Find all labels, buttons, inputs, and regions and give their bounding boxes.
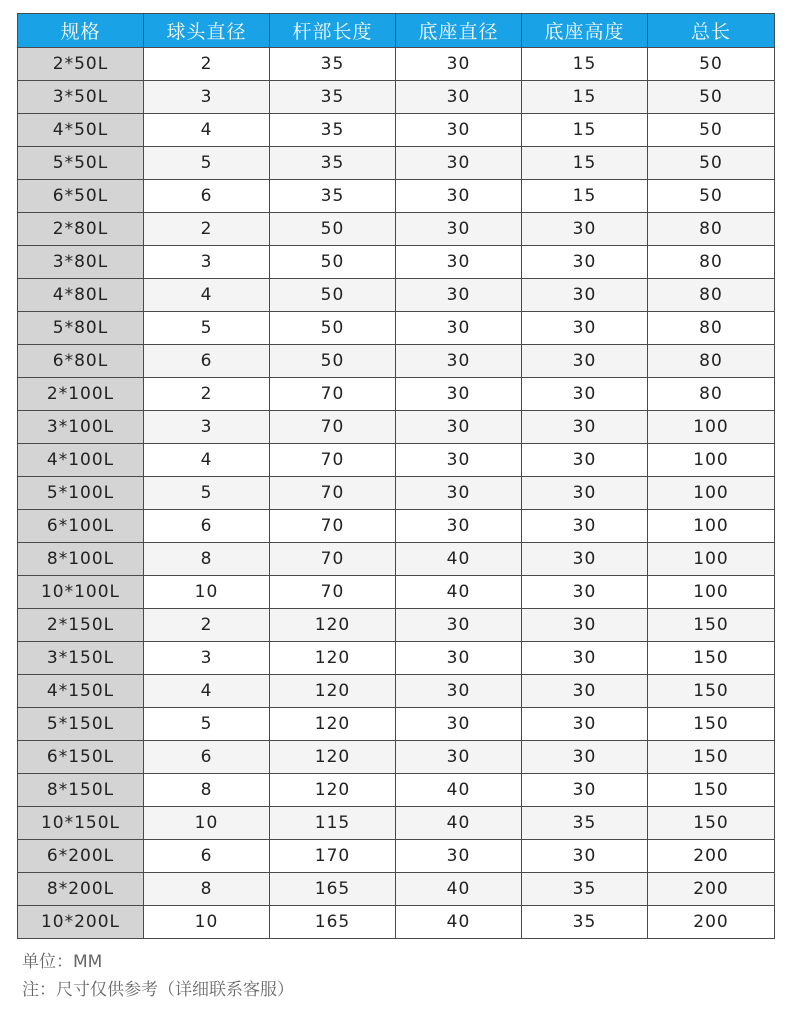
value-cell: 30 xyxy=(396,213,522,246)
value-cell: 40 xyxy=(396,873,522,906)
value-cell: 30 xyxy=(522,444,648,477)
value-cell: 120 xyxy=(270,708,396,741)
table-row xyxy=(18,345,775,378)
value-cell: 50 xyxy=(270,246,396,279)
value-cell: 3 xyxy=(144,246,270,279)
spec-cell: 6*100L xyxy=(18,510,144,543)
table-row xyxy=(18,48,775,81)
value-cell: 6 xyxy=(144,345,270,378)
spec-cell: 4*100L xyxy=(18,444,144,477)
value-cell: 100 xyxy=(648,411,775,444)
table-row xyxy=(18,147,775,180)
value-cell: 30 xyxy=(522,279,648,312)
value-cell: 2 xyxy=(144,213,270,246)
spec-cell: 2*50L xyxy=(18,48,144,81)
spec-cell: 6*150L xyxy=(18,741,144,774)
spec-cell: 4*80L xyxy=(18,279,144,312)
value-cell: 30 xyxy=(522,378,648,411)
value-cell: 150 xyxy=(648,642,775,675)
spec-cell: 5*50L xyxy=(18,147,144,180)
value-cell: 170 xyxy=(270,840,396,873)
spec-cell: 4*150L xyxy=(18,675,144,708)
value-cell: 30 xyxy=(396,345,522,378)
spec-cell: 4*50L xyxy=(18,114,144,147)
table-row xyxy=(18,741,775,774)
unit-note: 单位：MM xyxy=(22,952,103,972)
value-cell: 100 xyxy=(648,543,775,576)
value-cell: 70 xyxy=(270,510,396,543)
spec-cell: 5*80L xyxy=(18,312,144,345)
value-cell: 35 xyxy=(522,873,648,906)
table-row xyxy=(18,279,775,312)
value-cell: 30 xyxy=(522,675,648,708)
value-cell: 70 xyxy=(270,543,396,576)
value-cell: 150 xyxy=(648,675,775,708)
value-cell: 50 xyxy=(648,81,775,114)
value-cell: 80 xyxy=(648,312,775,345)
value-cell: 30 xyxy=(396,246,522,279)
value-cell: 80 xyxy=(648,246,775,279)
value-cell: 10 xyxy=(144,576,270,609)
value-cell: 100 xyxy=(648,477,775,510)
value-cell: 30 xyxy=(522,774,648,807)
spec-cell: 5*150L xyxy=(18,708,144,741)
table-row xyxy=(18,444,775,477)
value-cell: 40 xyxy=(396,774,522,807)
value-cell: 30 xyxy=(396,180,522,213)
value-cell: 3 xyxy=(144,642,270,675)
value-cell: 80 xyxy=(648,345,775,378)
table-body xyxy=(18,48,775,939)
value-cell: 35 xyxy=(270,81,396,114)
value-cell: 70 xyxy=(270,411,396,444)
value-cell: 15 xyxy=(522,147,648,180)
value-cell: 100 xyxy=(648,444,775,477)
value-cell: 80 xyxy=(648,213,775,246)
table-row xyxy=(18,510,775,543)
spec-cell: 10*100L xyxy=(18,576,144,609)
value-cell: 100 xyxy=(648,576,775,609)
column-header: 底座直径 xyxy=(396,14,522,48)
value-cell: 120 xyxy=(270,774,396,807)
value-cell: 30 xyxy=(396,609,522,642)
value-cell: 70 xyxy=(270,576,396,609)
value-cell: 30 xyxy=(522,345,648,378)
value-cell: 30 xyxy=(396,840,522,873)
value-cell: 15 xyxy=(522,114,648,147)
spec-cell: 6*50L xyxy=(18,180,144,213)
value-cell: 40 xyxy=(396,807,522,840)
value-cell: 70 xyxy=(270,378,396,411)
value-cell: 200 xyxy=(648,840,775,873)
value-cell: 150 xyxy=(648,807,775,840)
value-cell: 165 xyxy=(270,906,396,939)
value-cell: 100 xyxy=(648,510,775,543)
value-cell: 40 xyxy=(396,543,522,576)
table-row xyxy=(18,180,775,213)
value-cell: 35 xyxy=(270,114,396,147)
spec-cell: 8*100L xyxy=(18,543,144,576)
value-cell: 30 xyxy=(396,477,522,510)
value-cell: 10 xyxy=(144,906,270,939)
value-cell: 35 xyxy=(270,147,396,180)
value-cell: 115 xyxy=(270,807,396,840)
value-cell: 30 xyxy=(396,279,522,312)
value-cell: 4 xyxy=(144,444,270,477)
value-cell: 150 xyxy=(648,741,775,774)
value-cell: 30 xyxy=(522,642,648,675)
value-cell: 10 xyxy=(144,807,270,840)
column-header: 球头直径 xyxy=(144,14,270,48)
value-cell: 50 xyxy=(270,312,396,345)
spec-cell: 6*80L xyxy=(18,345,144,378)
value-cell: 40 xyxy=(396,906,522,939)
table-row xyxy=(18,774,775,807)
value-cell: 15 xyxy=(522,180,648,213)
spec-cell: 6*200L xyxy=(18,840,144,873)
value-cell: 30 xyxy=(396,378,522,411)
value-cell: 30 xyxy=(396,444,522,477)
value-cell: 3 xyxy=(144,411,270,444)
spec-cell: 3*100L xyxy=(18,411,144,444)
table-row xyxy=(18,906,775,939)
table-row xyxy=(18,378,775,411)
value-cell: 6 xyxy=(144,180,270,213)
value-cell: 40 xyxy=(396,576,522,609)
value-cell: 8 xyxy=(144,543,270,576)
table-row xyxy=(18,807,775,840)
value-cell: 4 xyxy=(144,114,270,147)
value-cell: 35 xyxy=(270,48,396,81)
value-cell: 80 xyxy=(648,279,775,312)
value-cell: 30 xyxy=(522,411,648,444)
table-row xyxy=(18,543,775,576)
value-cell: 5 xyxy=(144,477,270,510)
table-row xyxy=(18,213,775,246)
value-cell: 30 xyxy=(522,312,648,345)
spec-cell: 3*150L xyxy=(18,642,144,675)
value-cell: 30 xyxy=(396,642,522,675)
value-cell: 50 xyxy=(648,147,775,180)
spec-cell: 5*100L xyxy=(18,477,144,510)
value-cell: 35 xyxy=(522,906,648,939)
value-cell: 30 xyxy=(396,741,522,774)
header-row xyxy=(18,14,775,48)
value-cell: 30 xyxy=(522,576,648,609)
value-cell: 50 xyxy=(270,213,396,246)
table-row xyxy=(18,708,775,741)
spec-cell: 8*200L xyxy=(18,873,144,906)
value-cell: 35 xyxy=(270,180,396,213)
column-header: 总长 xyxy=(648,14,775,48)
value-cell: 30 xyxy=(522,708,648,741)
value-cell: 120 xyxy=(270,642,396,675)
spec-table xyxy=(17,13,775,939)
value-cell: 80 xyxy=(648,378,775,411)
spec-cell: 3*50L xyxy=(18,81,144,114)
value-cell: 30 xyxy=(522,510,648,543)
value-cell: 150 xyxy=(648,708,775,741)
column-header: 底座高度 xyxy=(522,14,648,48)
value-cell: 2 xyxy=(144,609,270,642)
value-cell: 5 xyxy=(144,708,270,741)
value-cell: 120 xyxy=(270,741,396,774)
spec-cell: 2*80L xyxy=(18,213,144,246)
value-cell: 8 xyxy=(144,873,270,906)
value-cell: 200 xyxy=(648,873,775,906)
value-cell: 35 xyxy=(522,807,648,840)
table-row xyxy=(18,873,775,906)
value-cell: 15 xyxy=(522,81,648,114)
column-header: 规格 xyxy=(18,14,144,48)
value-cell: 15 xyxy=(522,48,648,81)
value-cell: 120 xyxy=(270,675,396,708)
value-cell: 30 xyxy=(396,708,522,741)
value-cell: 30 xyxy=(396,411,522,444)
value-cell: 30 xyxy=(396,675,522,708)
value-cell: 6 xyxy=(144,840,270,873)
table-row xyxy=(18,312,775,345)
value-cell: 50 xyxy=(648,114,775,147)
value-cell: 30 xyxy=(396,48,522,81)
table-row xyxy=(18,81,775,114)
value-cell: 2 xyxy=(144,378,270,411)
value-cell: 200 xyxy=(648,906,775,939)
notes xyxy=(22,948,294,1004)
table-row xyxy=(18,576,775,609)
table-row xyxy=(18,642,775,675)
value-cell: 30 xyxy=(522,840,648,873)
value-cell: 50 xyxy=(270,345,396,378)
column-header: 杆部长度 xyxy=(270,14,396,48)
value-cell: 30 xyxy=(396,81,522,114)
value-cell: 30 xyxy=(522,543,648,576)
table-row xyxy=(18,675,775,708)
disclaimer-note: 注：尺寸仅供参考（详细联系客服） xyxy=(22,980,294,1000)
value-cell: 2 xyxy=(144,48,270,81)
table-row xyxy=(18,477,775,510)
value-cell: 6 xyxy=(144,510,270,543)
value-cell: 30 xyxy=(396,147,522,180)
value-cell: 5 xyxy=(144,147,270,180)
spec-cell: 2*100L xyxy=(18,378,144,411)
table-header xyxy=(18,14,775,48)
spec-cell: 10*200L xyxy=(18,906,144,939)
value-cell: 30 xyxy=(522,741,648,774)
value-cell: 150 xyxy=(648,609,775,642)
value-cell: 50 xyxy=(648,180,775,213)
table-row xyxy=(18,114,775,147)
value-cell: 4 xyxy=(144,675,270,708)
table-row xyxy=(18,246,775,279)
value-cell: 30 xyxy=(396,510,522,543)
value-cell: 165 xyxy=(270,873,396,906)
spec-cell: 2*150L xyxy=(18,609,144,642)
value-cell: 30 xyxy=(522,213,648,246)
value-cell: 30 xyxy=(522,246,648,279)
table-row xyxy=(18,411,775,444)
value-cell: 30 xyxy=(522,609,648,642)
value-cell: 70 xyxy=(270,444,396,477)
value-cell: 3 xyxy=(144,81,270,114)
value-cell: 5 xyxy=(144,312,270,345)
value-cell: 6 xyxy=(144,741,270,774)
value-cell: 4 xyxy=(144,279,270,312)
table-row xyxy=(18,840,775,873)
value-cell: 50 xyxy=(270,279,396,312)
table-row xyxy=(18,609,775,642)
value-cell: 70 xyxy=(270,477,396,510)
value-cell: 30 xyxy=(522,477,648,510)
value-cell: 30 xyxy=(396,114,522,147)
value-cell: 50 xyxy=(648,48,775,81)
spec-cell: 8*150L xyxy=(18,774,144,807)
value-cell: 30 xyxy=(396,312,522,345)
spec-cell: 3*80L xyxy=(18,246,144,279)
value-cell: 8 xyxy=(144,774,270,807)
value-cell: 150 xyxy=(648,774,775,807)
value-cell: 120 xyxy=(270,609,396,642)
spec-cell: 10*150L xyxy=(18,807,144,840)
